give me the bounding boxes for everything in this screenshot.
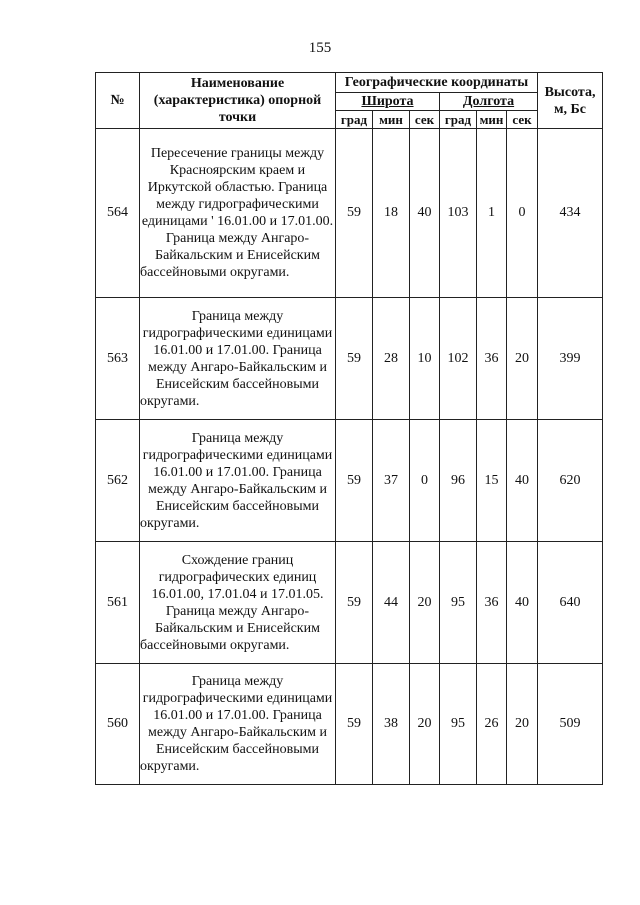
point-description: Граница между гидрографическими единицами 16.01.00 и 17.01.00. Граница между Ангаро-Байкальским и Енисейским бассейновыми округами.: [140, 664, 336, 785]
lat-deg: 59: [336, 298, 373, 420]
lon-min: 1: [477, 129, 507, 298]
lat-deg: 59: [336, 542, 373, 664]
point-number: 562: [96, 420, 140, 542]
header-geo: Географические координаты: [336, 73, 538, 93]
header-height: Высота, м, Бс: [538, 73, 603, 129]
point-number: 564: [96, 129, 140, 298]
point-description: Пересечение границы между Красноярским краем и Иркутской областью. Граница между гидрографическими единицами ' 16.01.00 и 17.01.00. Граница между Ангаро-Байкальским и Енисейским бассейновыми округами.: [140, 129, 336, 298]
height-value: 509: [538, 664, 603, 785]
height-value: 399: [538, 298, 603, 420]
lat-sec: 0: [410, 420, 440, 542]
lon-deg: 103: [440, 129, 477, 298]
point-number: 563: [96, 298, 140, 420]
height-value: 640: [538, 542, 603, 664]
lon-min: 15: [477, 420, 507, 542]
table-header: [96, 73, 603, 129]
point-description: Граница между гидрографическими единицами 16.01.00 и 17.01.00. Граница между Ангаро-Байкальским и Енисейским бассейновыми округами.: [140, 420, 336, 542]
table-row: [96, 542, 603, 664]
header-name: Наименование (характеристика) опорной точки: [140, 73, 336, 129]
lon-sec: 40: [507, 542, 538, 664]
lat-deg: 59: [336, 420, 373, 542]
point-description: Граница между гидрографическими единицами 16.01.00 и 17.01.00. Граница между Ангаро-Байкальским и Енисейским бассейновыми округами.: [140, 298, 336, 420]
header-latitude: Широта: [336, 93, 440, 111]
header-lat-sec: сек: [410, 111, 440, 129]
table-body: [96, 129, 603, 785]
lon-sec: 20: [507, 664, 538, 785]
lat-deg: 59: [336, 664, 373, 785]
lat-deg: 59: [336, 129, 373, 298]
lon-min: 36: [477, 298, 507, 420]
point-description: Схождение границ гидрографических единиц 16.01.00, 17.01.04 и 17.01.05. Граница между Ангаро-Байкальским и Енисейским бассейновыми округами.: [140, 542, 336, 664]
point-number: 560: [96, 664, 140, 785]
header-lon-sec: сек: [507, 111, 538, 129]
header-number: №: [96, 73, 140, 129]
lon-sec: 20: [507, 298, 538, 420]
lat-min: 18: [373, 129, 410, 298]
lat-sec: 20: [410, 542, 440, 664]
lon-min: 36: [477, 542, 507, 664]
lat-sec: 10: [410, 298, 440, 420]
lat-min: 28: [373, 298, 410, 420]
header-longitude: Долгота: [440, 93, 538, 111]
header-lat-deg: град: [336, 111, 373, 129]
lon-min: 26: [477, 664, 507, 785]
point-number: 561: [96, 542, 140, 664]
height-value: 434: [538, 129, 603, 298]
lat-sec: 40: [410, 129, 440, 298]
coordinates-table: [95, 72, 603, 785]
lon-deg: 102: [440, 298, 477, 420]
table-row: [96, 298, 603, 420]
table-row: [96, 420, 603, 542]
table-row: [96, 664, 603, 785]
header-lon-deg: град: [440, 111, 477, 129]
lat-min: 38: [373, 664, 410, 785]
header-lon-min: мин: [477, 111, 507, 129]
page-number: 155: [308, 40, 332, 56]
lat-min: 44: [373, 542, 410, 664]
lat-sec: 20: [410, 664, 440, 785]
lon-deg: 95: [440, 542, 477, 664]
lon-deg: 96: [440, 420, 477, 542]
lon-sec: 40: [507, 420, 538, 542]
lon-sec: 0: [507, 129, 538, 298]
lat-min: 37: [373, 420, 410, 542]
table-row: [96, 129, 603, 298]
height-value: 620: [538, 420, 603, 542]
lon-deg: 95: [440, 664, 477, 785]
header-lat-min: мин: [373, 111, 410, 129]
